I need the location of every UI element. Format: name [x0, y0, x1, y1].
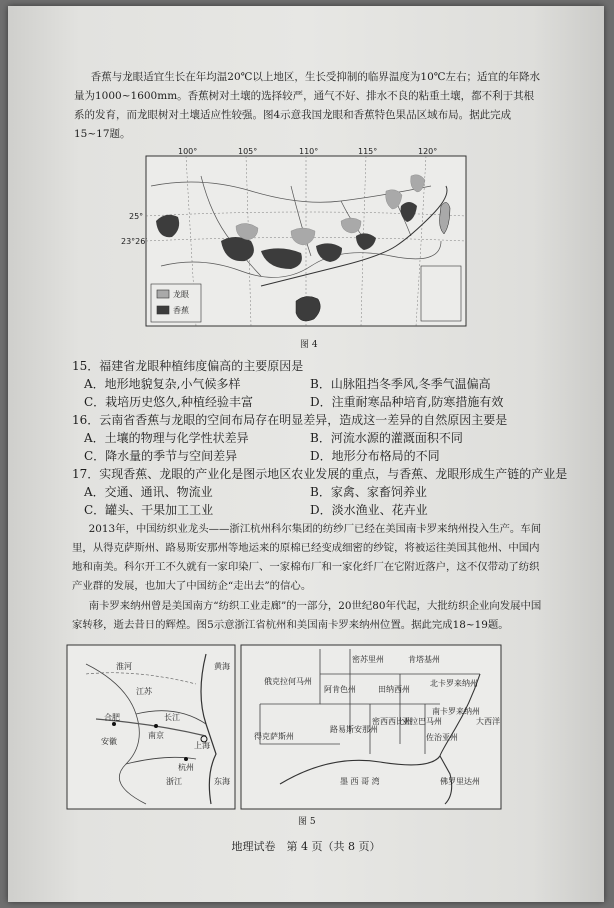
- q16-option-c: C．降水量的季节与空间差异: [84, 449, 238, 463]
- passage-south-carolina: 南卡罗来纳州曾是美国南方“纺织工业走廊”的一部分，20世纪80年代起，大批纺织企业向发展中国家转移，逝去昔日的辉煌。图5示意浙江省杭州和美国南卡罗来纳州位置。据此完成18~19题。: [72, 600, 542, 631]
- label-yellow-sea: 黄海: [214, 662, 230, 671]
- label-north-carolina: 北卡罗来纳州: [430, 679, 478, 688]
- question-17-stem: 17．实现香蕉、龙眼的产业化是图示地区农业发展的重点，与香蕉、龙眼形成生产链的产业是: [72, 467, 568, 481]
- question-16-stem: 16．云南省香蕉与龙眼的空间布局存在明显差异，造成这一差异的自然原因主要是: [72, 413, 508, 427]
- label-shanghai: 上海: [194, 741, 210, 750]
- question-15-stem: 15．福建省龙眼种植纬度偏高的主要原因是: [72, 359, 304, 373]
- lat-label-tropic: 23°26′: [121, 237, 148, 246]
- label-hefei: 合肥: [104, 713, 120, 722]
- figure-5-usa-map: [240, 644, 502, 810]
- lat-label-25: 25°: [129, 212, 144, 221]
- legend-label-banana: 香蕉: [173, 306, 189, 315]
- lon-label-120: 120°: [418, 147, 438, 156]
- lon-label-115: 115°: [358, 147, 378, 156]
- legend-label-longan: 龙眼: [173, 290, 189, 299]
- q17-option-a: A．交通、通讯、物流业: [84, 485, 213, 499]
- label-atlantic: 大西洋: [476, 717, 500, 726]
- label-zhejiang: 浙江: [166, 777, 182, 786]
- label-huaihe: 淮河: [116, 662, 132, 671]
- lon-label-110: 110°: [299, 147, 319, 156]
- label-louisiana: 路易斯安那州: [330, 725, 378, 734]
- q15-option-b: B．山脉阻挡冬季风,冬季气温偏高: [310, 377, 491, 391]
- q17-option-c: C．罐头、干果加工工业: [84, 503, 214, 517]
- lon-label-100: 100°: [178, 147, 198, 156]
- exam-page: [8, 6, 604, 902]
- label-east-sea: 东海: [214, 777, 230, 786]
- passage-textile: 2013年，中国纺织业龙头——浙江杭州科尔集团的纺纱厂已经在美国南卡罗来纳州投入生产。车间里，从得克萨斯州、路易斯安那州等地运来的原棉已经变成细密的纱锭，将被运往美国其他州、中国内地和南美。科尔开工不久就有一家印染厂、一家棉布厂和一家化纤厂在它附近落户，这不仅带动了纺织产业群的发展，也加大了中国纺企“走出去”的信心。: [72, 523, 542, 592]
- label-jiangsu: 江苏: [136, 687, 152, 696]
- legend-swatch-banana: [157, 306, 169, 314]
- label-kentucky: 肯塔基州: [408, 655, 440, 664]
- label-texas: 得克萨斯州: [254, 732, 294, 741]
- label-tennessee: 田纳西州: [378, 685, 410, 694]
- intro-paragraph: 香蕉与龙眼适宜生长在年均温20℃以上地区，生长受抑制的临界温度为10℃左右；适宜的年降水量为1000~1600mm。香蕉树对土壤的选择较严，通气不好、排水不良的粘重土壤，都不利于其根系的发育，而龙眼树对土壤适应性较强。图4示意我国龙眼和香蕉特色果品区域布局。据此完成15~17题。: [74, 71, 541, 140]
- q16-option-a: A．土壤的物理与化学性状差异: [84, 431, 249, 445]
- label-georgia: 佐治亚州: [426, 733, 458, 742]
- label-mississippi: 密西西比州: [372, 717, 412, 726]
- label-oklahoma: 俄克拉何马州: [264, 677, 312, 686]
- q16-option-b: B．河流水源的灌溉面积不同: [310, 431, 463, 445]
- q16-option-d: D．地形分布格局的不同: [310, 449, 440, 463]
- label-florida: 佛罗里达州: [440, 777, 480, 786]
- q15-option-c: C．栽培历史悠久,种植经验丰富: [84, 395, 253, 409]
- label-alabama: 亚拉巴马州: [402, 717, 442, 726]
- label-nanjing: 南京: [148, 731, 164, 740]
- label-anhui: 安徽: [101, 737, 117, 746]
- figure-4-map: [121, 146, 471, 336]
- figure-4-caption: 图 4: [300, 340, 318, 350]
- label-missouri: 密苏里州: [352, 655, 384, 664]
- q17-option-d: D．淡水渔业、花卉业: [310, 503, 428, 517]
- lon-label-105: 105°: [238, 147, 258, 156]
- figure-5-caption: 图 5: [298, 817, 316, 827]
- figure-5-china-map: [66, 644, 236, 810]
- page-footer: 地理试卷 第 4 页（共 8 页）: [231, 840, 381, 853]
- label-hangzhou: 杭州: [178, 763, 194, 772]
- q17-option-b: B．家禽、家畜饲养业: [310, 485, 427, 499]
- legend-swatch-longan: [157, 290, 169, 298]
- label-gulf-of-mexico: 墨 西 哥 湾: [340, 777, 380, 786]
- q15-option-a: A．地形地貌复杂,小气候多样: [84, 377, 241, 391]
- label-south-carolina: 南卡罗来纳州: [432, 707, 480, 716]
- label-arkansas: 阿肯色州: [324, 685, 356, 694]
- q15-option-d: D．注重耐寒品种培育,防寒措施有效: [310, 395, 504, 409]
- label-changjiang: 长江: [164, 713, 180, 722]
